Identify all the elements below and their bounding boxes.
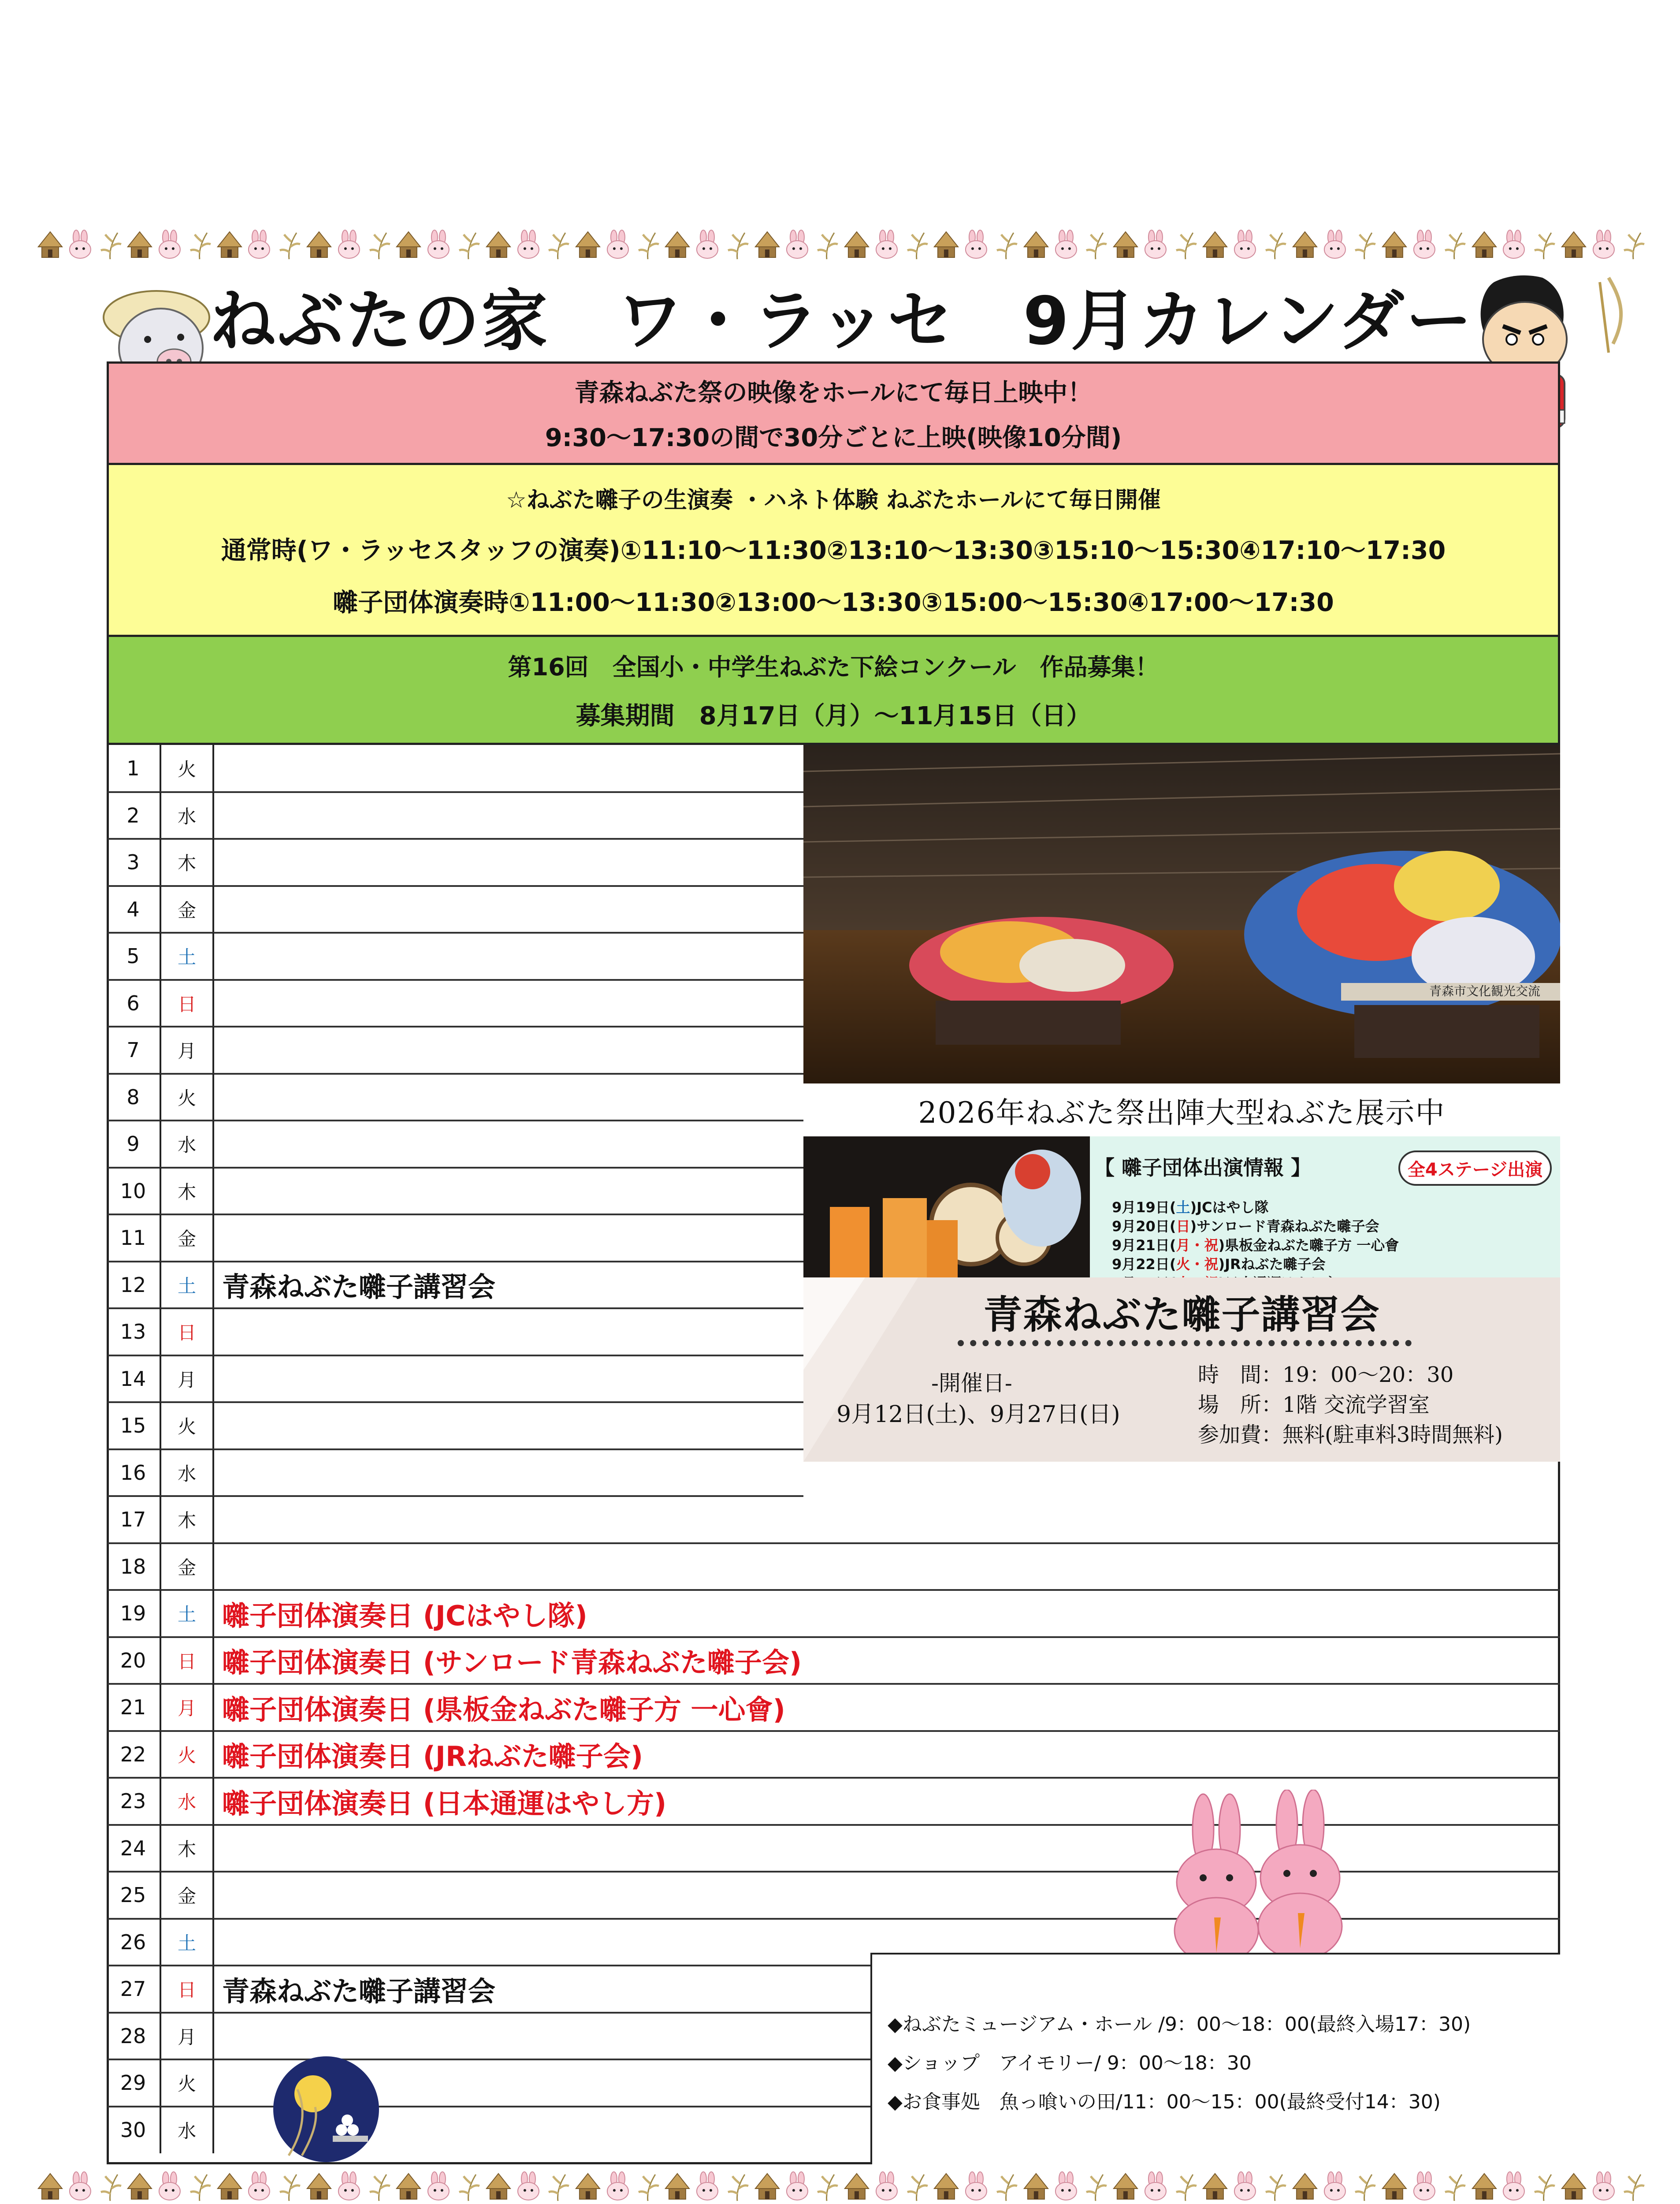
- schedule-date: 9月21日: [1112, 1237, 1170, 1254]
- pampas-grass-icon: [902, 229, 932, 260]
- schedule-item: [1112, 1236, 1399, 1255]
- straw-hut-icon: [1200, 2171, 1230, 2202]
- pampas-grass-icon: [812, 2171, 842, 2202]
- day-number: 3: [107, 839, 161, 886]
- straw-hut-icon: [1290, 229, 1320, 260]
- straw-hut-icon: [752, 229, 782, 260]
- day-number: 26: [107, 1919, 161, 1966]
- day-number: 11: [107, 1214, 161, 1262]
- straw-hut-icon: [483, 2171, 513, 2202]
- day-of-week: 金: [161, 1543, 214, 1590]
- rabbit-face-icon: [1409, 2171, 1439, 2202]
- schedule-paren: (: [1169, 1218, 1176, 1235]
- straw-hut-icon: [842, 2171, 872, 2202]
- rabbit-face-icon: [1589, 2171, 1619, 2202]
- day-number: 16: [107, 1449, 161, 1497]
- day-of-week: 月: [161, 1355, 214, 1403]
- straw-hut-icon: [1111, 2171, 1141, 2202]
- pampas-grass-icon: [722, 2171, 752, 2202]
- rabbit-face-icon: [513, 2171, 543, 2202]
- hayashi-title: 【 囃子団体出演情報 】: [1094, 1156, 1312, 1180]
- rabbit-face-icon: [1499, 229, 1529, 260]
- moon-viewing-icon: [271, 2054, 381, 2164]
- day-of-week: 水: [161, 1121, 214, 1168]
- straw-hut-icon: [35, 229, 65, 260]
- pampas-grass-icon: [185, 229, 215, 260]
- schedule-paren: ): [1190, 1218, 1197, 1235]
- day-of-week: 水: [161, 1778, 214, 1825]
- straw-hut-icon: [1290, 2171, 1320, 2202]
- calendar-row: [107, 1684, 1560, 1731]
- day-number: 6: [107, 980, 161, 1027]
- straw-hut-icon: [1559, 2171, 1589, 2202]
- rabbit-face-icon: [65, 229, 95, 260]
- rabbit-face-icon: [603, 2171, 633, 2202]
- day-number: 1: [107, 745, 161, 792]
- pampas-grass-icon: [722, 229, 752, 260]
- day-number: 27: [107, 1966, 161, 2013]
- rabbit-face-icon: [1230, 229, 1260, 260]
- nebuta-hall-photo: [803, 745, 1560, 1083]
- pampas-grass-icon: [1529, 2171, 1559, 2202]
- rabbit-face-icon: [424, 2171, 453, 2202]
- facility-hours-item: ◆ショップ アイモリー/ 9：00～18：30: [888, 2052, 1252, 2074]
- calendar-row: [107, 1637, 1560, 1684]
- day-number: 4: [107, 886, 161, 933]
- rabbit-face-icon: [244, 229, 274, 260]
- pampas-grass-icon: [95, 229, 125, 260]
- day-number: 22: [107, 1731, 161, 1778]
- day-of-week: 火: [161, 1402, 214, 1449]
- schedule-dow: 火・祝: [1176, 1256, 1219, 1273]
- pampas-grass-icon: [95, 2171, 125, 2202]
- lesson-place: 場 所：1階 交流学習室: [1198, 1392, 1430, 1417]
- day-number: 14: [107, 1355, 161, 1403]
- schedule-group: JRねぶた囃子会: [1225, 1256, 1326, 1273]
- day-of-week: 火: [161, 1074, 214, 1121]
- rabbit-face-icon: [155, 229, 185, 260]
- facility-hours-item: ◆ねぶたミュージアム・ホール /9：00～18：00(最終入場17：30): [888, 2013, 1471, 2036]
- lesson-fee: 参加費：無料(駐車料3時間無料): [1198, 1422, 1503, 1447]
- schedule-date: 9月19日: [1112, 1199, 1170, 1216]
- straw-hut-icon: [304, 2171, 334, 2202]
- day-of-week: 金: [161, 886, 214, 933]
- decorative-border-bottom: [35, 2162, 1648, 2204]
- rabbit-face-icon: [961, 2171, 991, 2202]
- straw-hut-icon: [1559, 229, 1589, 260]
- facility-hours-box: [870, 1953, 1560, 2164]
- rabbit-face-icon: [1230, 2171, 1260, 2202]
- day-number: 15: [107, 1402, 161, 1449]
- rabbit-face-icon: [65, 2171, 95, 2202]
- pampas-grass-icon: [1439, 229, 1469, 260]
- rabbit-face-icon: [1051, 2171, 1081, 2202]
- rabbit-face-icon: [513, 229, 543, 260]
- badge-text: 全4ステージ出演: [1407, 1159, 1543, 1180]
- rabbit-face-icon: [692, 229, 722, 260]
- rabbit-face-icon: [1051, 229, 1081, 260]
- rabbits-illustration-icon: [1155, 1790, 1353, 1966]
- pampas-grass-icon: [1260, 229, 1290, 260]
- day-number: 21: [107, 1684, 161, 1731]
- calendar-row: [107, 1731, 1560, 1778]
- straw-hut-icon: [1469, 2171, 1499, 2202]
- straw-hut-icon: [1021, 2171, 1051, 2202]
- day-of-week: 火: [161, 745, 214, 792]
- held-label: -開催日-: [931, 1370, 1012, 1396]
- pampas-grass-icon: [1260, 2171, 1290, 2202]
- day-of-week: 金: [161, 1872, 214, 1919]
- performance-line-2: 通常時(ワ・ラッセスタッフの演奏)①11:10～11:30②13:10～13:30③15:10～15:30④17:10～17:30: [221, 536, 1446, 565]
- schedule-item: [1112, 1198, 1399, 1217]
- contest-line-2: 募集期間 8月17日（月）～11月15日（日）: [576, 701, 1091, 730]
- day-number: 13: [107, 1308, 161, 1355]
- straw-hut-icon: [1379, 2171, 1409, 2202]
- day-event: 青森ねぶた囃子講習会: [222, 1271, 496, 1303]
- rabbit-face-icon: [782, 229, 812, 260]
- day-of-week: 土: [161, 1590, 214, 1637]
- pampas-grass-icon: [543, 2171, 573, 2202]
- day-of-week: 日: [161, 1637, 214, 1684]
- rabbit-face-icon: [1589, 229, 1619, 260]
- day-of-week: 月: [161, 2013, 214, 2060]
- schedule-date: 9月20日: [1112, 1218, 1170, 1235]
- calendar-row: [107, 1543, 1560, 1590]
- schedule-paren: ): [1218, 1256, 1225, 1273]
- pampas-grass-icon: [1081, 2171, 1111, 2202]
- day-of-week: 金: [161, 1214, 214, 1262]
- day-of-week: 日: [161, 980, 214, 1027]
- day-number: 5: [107, 933, 161, 980]
- straw-hut-icon: [1379, 229, 1409, 260]
- day-number: 30: [107, 2107, 161, 2154]
- day-of-week: 木: [161, 839, 214, 886]
- straw-hut-icon: [1021, 229, 1051, 260]
- exhibit-caption: 2026年ねぶた祭出陣大型ねぶた展示中: [803, 1083, 1560, 1136]
- pampas-grass-icon: [1618, 229, 1648, 260]
- rabbit-face-icon: [603, 229, 633, 260]
- schedule-paren: (: [1169, 1199, 1176, 1216]
- schedule-group: 県板金ねぶた囃子方 一心會: [1225, 1237, 1399, 1254]
- straw-hut-icon: [662, 229, 692, 260]
- rabbit-face-icon: [1141, 229, 1171, 260]
- pampas-grass-icon: [1439, 2171, 1469, 2202]
- day-of-week: 木: [161, 1168, 214, 1215]
- contest-line-1: 第16回 全国小・中学生ねぶた下絵コンクール 作品募集！: [508, 653, 1159, 681]
- lesson-title: 青森ねぶた囃子講習会: [983, 1292, 1380, 1337]
- day-number: 20: [107, 1637, 161, 1684]
- pampas-grass-icon: [274, 2171, 304, 2202]
- day-of-week: 火: [161, 2059, 214, 2107]
- straw-hut-icon: [125, 2171, 155, 2202]
- rabbit-face-icon: [334, 2171, 364, 2202]
- rabbit-face-icon: [155, 2171, 185, 2202]
- rabbit-face-icon: [1409, 229, 1439, 260]
- lesson-block: [803, 1277, 1560, 1462]
- day-of-week: 水: [161, 792, 214, 839]
- pampas-grass-icon: [364, 229, 394, 260]
- schedule-dow: 土: [1176, 1199, 1190, 1216]
- day-number: 2: [107, 792, 161, 839]
- pampas-grass-icon: [991, 2171, 1021, 2202]
- rabbit-face-icon: [334, 229, 364, 260]
- performance-line-3: 囃子団体演奏時①11:00～11:30②13:00～13:30③15:00～15:30④17:00～17:30: [333, 588, 1334, 617]
- day-of-week: 月: [161, 1684, 214, 1731]
- pampas-grass-icon: [185, 2171, 215, 2202]
- rabbit-face-icon: [782, 2171, 812, 2202]
- straw-hut-icon: [842, 229, 872, 260]
- rabbit-face-icon: [872, 2171, 902, 2202]
- four-stage-badge: [1398, 1150, 1552, 1186]
- pampas-grass-icon: [364, 2171, 394, 2202]
- day-number: 29: [107, 2059, 161, 2107]
- day-number: 8: [107, 1074, 161, 1121]
- pampas-grass-icon: [543, 229, 573, 260]
- schedule-item: [1112, 1217, 1399, 1236]
- day-number: 7: [107, 1027, 161, 1074]
- straw-hut-icon: [483, 229, 513, 260]
- straw-hut-icon: [931, 229, 961, 260]
- straw-hut-icon: [573, 229, 603, 260]
- day-number: 23: [107, 1778, 161, 1825]
- day-event: 囃子団体演奏日 (県板金ねぶた囃子方 一心會): [222, 1693, 785, 1726]
- pampas-grass-icon: [902, 2171, 932, 2202]
- pampas-grass-icon: [633, 229, 663, 260]
- rabbit-face-icon: [1141, 2171, 1171, 2202]
- day-number: 25: [107, 1872, 161, 1919]
- day-of-week: 水: [161, 1449, 214, 1497]
- day-event: 囃子団体演奏日 (サンロード青森ねぶた囃子会): [222, 1646, 802, 1679]
- day-number: 17: [107, 1496, 161, 1543]
- day-number: 28: [107, 2013, 161, 2060]
- day-number: 9: [107, 1121, 161, 1168]
- schedule-paren: ): [1218, 1237, 1225, 1254]
- schedule-dow: 日: [1176, 1218, 1190, 1235]
- day-number: 10: [107, 1168, 161, 1215]
- straw-hut-icon: [1469, 229, 1499, 260]
- straw-hut-icon: [1111, 229, 1141, 260]
- pampas-grass-icon: [991, 229, 1021, 260]
- day-event: 囃子団体演奏日 (JRねぶた囃子会): [222, 1740, 643, 1773]
- schedule-dow: 月・祝: [1176, 1237, 1219, 1254]
- straw-hut-icon: [1200, 229, 1230, 260]
- facility-hours-item: ◆お食事処 魚っ喰いの田/11：00～15：00(最終受付14：30): [888, 2091, 1441, 2113]
- rabbit-face-icon: [1320, 2171, 1350, 2202]
- day-of-week: 土: [161, 1919, 214, 1966]
- straw-hut-icon: [662, 2171, 692, 2202]
- schedule-paren: (: [1169, 1237, 1176, 1254]
- day-event: 青森ねぶた囃子講習会: [222, 1975, 496, 2007]
- schedule-paren: (: [1169, 1256, 1176, 1273]
- pampas-grass-icon: [453, 229, 483, 260]
- straw-hut-icon: [394, 229, 424, 260]
- day-of-week: 水: [161, 2107, 214, 2154]
- hall-sign-text: 青森市文化観光交流: [1429, 984, 1541, 998]
- straw-hut-icon: [215, 229, 245, 260]
- pampas-grass-icon: [1081, 229, 1111, 260]
- rabbit-face-icon: [1499, 2171, 1529, 2202]
- day-event: 囃子団体演奏日 (日本通運はやし方): [222, 1787, 667, 1820]
- hayashi-info-block: [803, 1136, 1560, 1277]
- schedule-paren: ): [1190, 1199, 1197, 1216]
- schedule-group: サンロード青森ねぶた囃子会: [1197, 1218, 1379, 1235]
- schedule-group: JCはやし隊: [1197, 1199, 1269, 1216]
- pampas-grass-icon: [1349, 229, 1379, 260]
- page-title: ねぶたの家 ワ・ラッセ 9月カレンダー: [210, 283, 1474, 360]
- pampas-grass-icon: [453, 2171, 483, 2202]
- pampas-grass-icon: [633, 2171, 663, 2202]
- event-panel: [803, 745, 1560, 1511]
- straw-hut-icon: [35, 2171, 65, 2202]
- straw-hut-icon: [215, 2171, 245, 2202]
- day-of-week: 土: [161, 1262, 214, 1309]
- pampas-grass-icon: [1618, 2171, 1648, 2202]
- rabbit-face-icon: [424, 229, 453, 260]
- hayashi-performance-photo: [803, 1136, 1090, 1277]
- straw-hut-icon: [752, 2171, 782, 2202]
- day-of-week: 木: [161, 1825, 214, 1872]
- pampas-grass-icon: [1529, 229, 1559, 260]
- rabbit-face-icon: [961, 229, 991, 260]
- day-number: 19: [107, 1590, 161, 1637]
- rabbit-face-icon: [872, 229, 902, 260]
- straw-hut-icon: [304, 229, 334, 260]
- schedule-date: 9月22日: [1112, 1256, 1170, 1273]
- rabbit-face-icon: [1320, 229, 1350, 260]
- pampas-grass-icon: [274, 229, 304, 260]
- pampas-grass-icon: [812, 229, 842, 260]
- day-of-week: 土: [161, 933, 214, 980]
- lesson-dotted-rule: [958, 1340, 1412, 1346]
- day-of-week: 火: [161, 1731, 214, 1778]
- rabbit-face-icon: [692, 2171, 722, 2202]
- day-number: 12: [107, 1262, 161, 1309]
- straw-hut-icon: [394, 2171, 424, 2202]
- held-dates: 9月12日(土)、9月27日(日): [836, 1401, 1120, 1428]
- day-event: 囃子団体演奏日 (JCはやし隊): [222, 1599, 587, 1632]
- straw-hut-icon: [125, 229, 155, 260]
- day-of-week: 日: [161, 1966, 214, 2013]
- screening-line-1: 青森ねぶた祭の映像をホールにて毎日上映中！: [574, 378, 1093, 407]
- straw-hut-icon: [573, 2171, 603, 2202]
- decorative-border-top: [35, 220, 1648, 269]
- straw-hut-icon: [931, 2171, 961, 2202]
- screening-line-2: 9:30～17:30の間で30分ごとに上映(映像10分間): [545, 423, 1122, 452]
- pampas-grass-icon: [1349, 2171, 1379, 2202]
- lesson-time: 時 間：19：00～20：30: [1198, 1363, 1454, 1387]
- pampas-grass-icon: [1171, 229, 1201, 260]
- pampas-grass-icon: [1171, 2171, 1201, 2202]
- calendar-row: [107, 1590, 1560, 1637]
- performance-line-1: ☆ねぶた囃子の生演奏 ・ハネト体験 ねぶたホールにて毎日開催: [506, 487, 1161, 514]
- day-of-week: 月: [161, 1027, 214, 1074]
- day-number: 24: [107, 1825, 161, 1872]
- day-of-week: 日: [161, 1308, 214, 1355]
- rabbit-face-icon: [244, 2171, 274, 2202]
- day-number: 18: [107, 1543, 161, 1590]
- schedule-item: [1112, 1255, 1399, 1274]
- day-of-week: 木: [161, 1496, 214, 1543]
- facility-hours-list: [888, 2005, 1471, 2122]
